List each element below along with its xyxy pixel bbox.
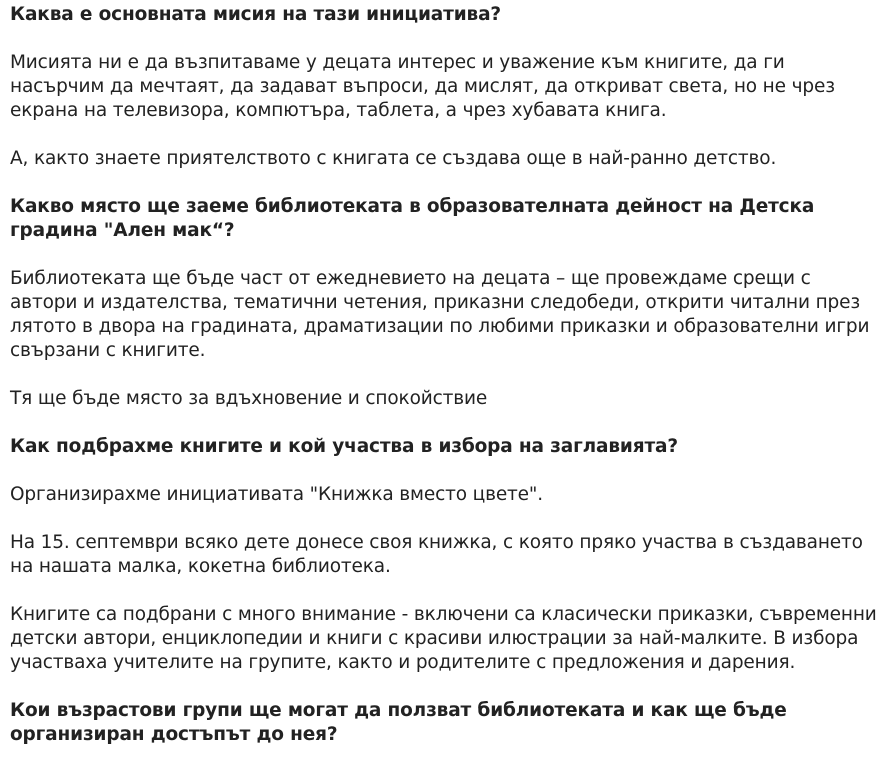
question-heading: Каква е основната мисия на тази инициатива?: [10, 4, 501, 25]
question-heading: Какво място ще заеме библиотеката в образователната дейност на Детска градина "Ален мак“?: [10, 196, 815, 241]
answer-paragraph: Мисията ни е да възпитаваме у децата интерес и уважение към книгите, да ги насърчим да мечтаят, да задават въпроси, да мислят, да откриват света, но не чрез екрана на телевизора, компютъра, таблета, а чрез хубавата книга.: [10, 52, 835, 121]
answer-paragraph: Организирахме инициативата "Книжка вместо цвете".: [10, 484, 543, 505]
answer-paragraph: Тя ще бъде място за вдъхновение и спокойствие: [10, 388, 488, 409]
question-heading: Кои възрастови групи ще могат да ползват библиотеката и как ще бъде организиран достъпът до нея?: [10, 700, 787, 745]
answer-paragraph: На 15. септември всяко дете донесе своя книжка, с която пряко участва в създаването на нашата малка, кокетна библиотека.: [10, 532, 863, 577]
answer-paragraph: Книгите са подбрани с много внимание - включени са класически приказки, съвременни детски автори, енциклопедии и книги с красиви илюстрации за най-малките. В избора участваха учителите на групите, както и родителите с предложения и дарения.: [10, 604, 877, 673]
answer-paragraph: А, както знаете приятелството с книгата се създава още в най-ранно детство.: [10, 148, 777, 169]
question-heading: Как подбрахме книгите и кой участва в избора на заглавията?: [10, 436, 678, 457]
answer-paragraph: Библиотеката ще бъде част от ежедневието на децата – ще провеждаме срещи с автори и издателства, тематични четения, приказни следобеди, открити читални през лятото в двора на градината, драматизации по любими приказки и образователни игри свързани с книгите.: [10, 268, 870, 361]
